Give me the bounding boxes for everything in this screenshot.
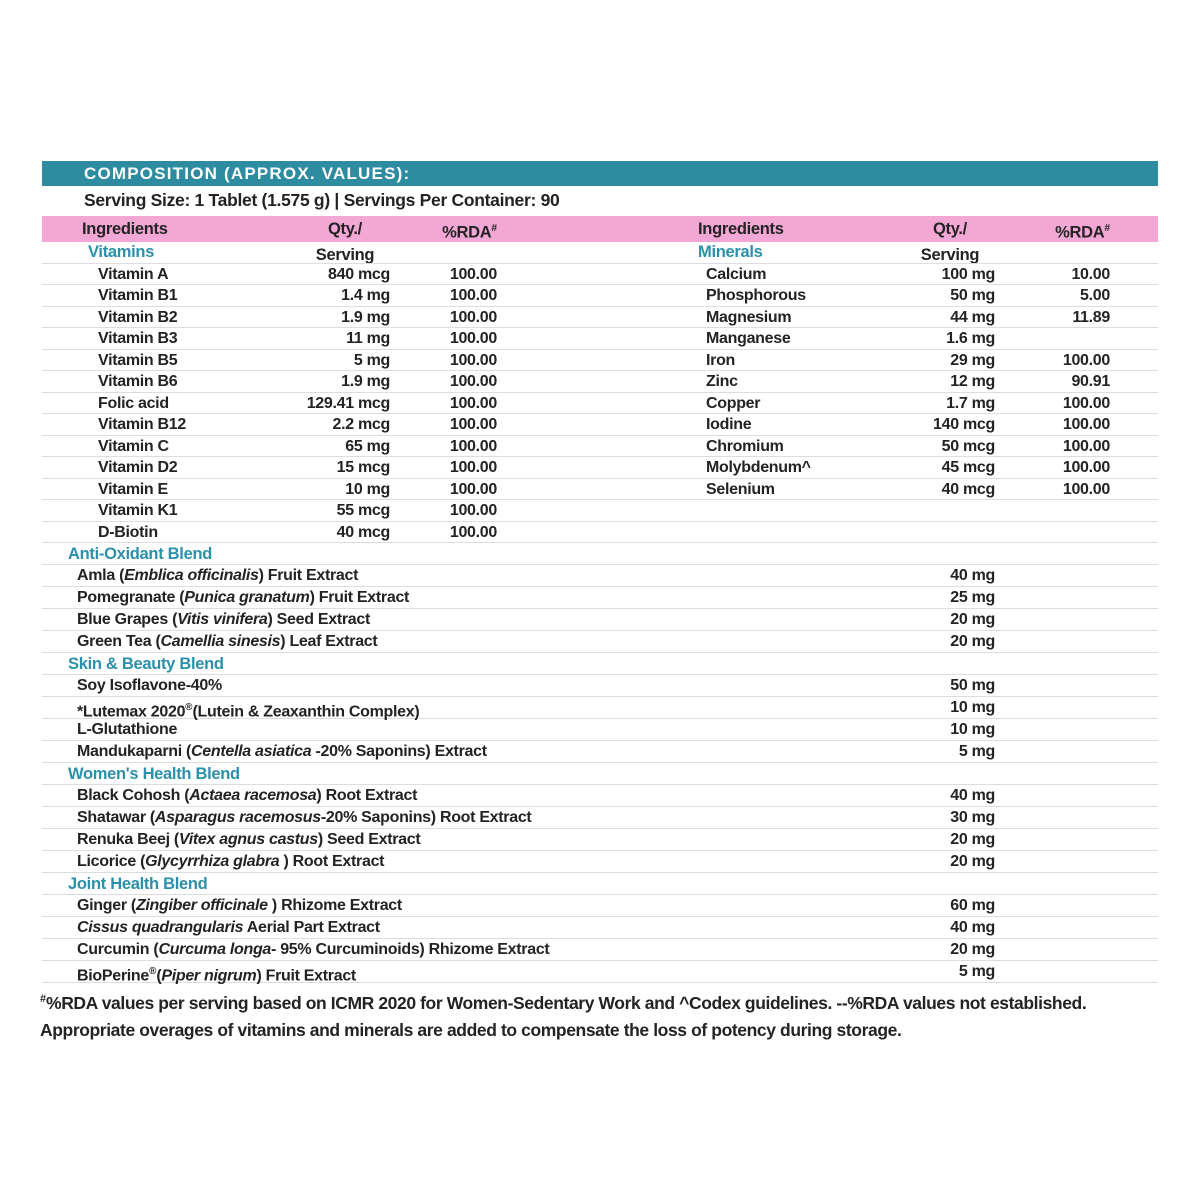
table-row: [42, 285, 1158, 307]
ingredient-qty: 140 mcg: [933, 416, 995, 433]
ingredient-qty: 40 mg: [950, 567, 995, 584]
footnotes: [40, 986, 1170, 1044]
ingredient-name: Phosphorous: [706, 287, 806, 304]
ingredient-rda: 100.00: [449, 308, 497, 326]
ingredient-qty: 40 mg: [950, 787, 995, 804]
ingredient-qty: 5 mg: [353, 351, 390, 369]
col-header-qty-left: Qty./ Serving: [315, 220, 375, 264]
composition-table-body: [42, 242, 1158, 983]
ingredient-name: L-Glutathione: [77, 721, 178, 738]
blend-heading: Anti-Oxidant Blend: [68, 545, 213, 563]
table-row: [42, 785, 1158, 807]
ingredient-qty: 11 mg: [346, 330, 390, 347]
table-row: [42, 675, 1158, 697]
ingredient-rda: 100.00: [449, 437, 497, 455]
ingredient-name: BioPerine®(Piper nigrum) Fruit Extract: [77, 966, 356, 985]
ingredient-rda: 5.00: [1080, 287, 1110, 304]
footnote-hash-marker: #: [40, 993, 47, 1005]
ingredient-rda: [995, 785, 1110, 807]
table-row: [42, 307, 1158, 329]
col-header-rda-right: %RDA#: [1055, 223, 1110, 242]
ingredient-qty: 45 mcg: [941, 459, 995, 476]
ingredient-qty: [905, 522, 995, 544]
ingredient-rda: [995, 522, 1110, 544]
ingredient-qty: 50 mcg: [941, 437, 995, 455]
ingredient-name: Vitamin D2: [98, 459, 178, 476]
table-row: [42, 371, 1158, 393]
ingredient-rda: [995, 961, 1110, 987]
ingredient-name: Iodine: [706, 416, 752, 433]
ingredient-rda: 100.00: [449, 287, 497, 304]
table-row: [42, 264, 1158, 286]
blend-heading: Joint Health Blend: [68, 875, 208, 893]
table-row: [42, 522, 1158, 544]
table-row: [42, 873, 1158, 895]
ingredient-qty: 50 mg: [950, 287, 995, 304]
ingredient-qty: 12 mg: [950, 373, 995, 390]
ingredient-name: Folic acid: [98, 394, 169, 412]
ingredient-qty: 5 mg: [958, 743, 995, 760]
col-header-ingredients-left: Ingredients: [82, 220, 168, 238]
spacer: [497, 371, 660, 393]
ingredient-qty: 1.7 mg: [946, 394, 995, 412]
ingredient-name: Vitamin B1: [98, 287, 178, 304]
ingredient-qty: 10 mg: [345, 480, 390, 498]
footnote-line-2: Appropriate overages of vitamins and minerals are added to compensate the loss of potency during storage.: [40, 1019, 902, 1040]
ingredient-qty: 44 mg: [950, 308, 995, 326]
ingredient-name: Iron: [706, 351, 736, 369]
ingredient-qty: 29 mg: [950, 351, 995, 369]
ingredient-qty: 5 mg: [958, 963, 995, 980]
ingredient-rda: [995, 741, 1110, 763]
ingredient-qty: 15 mcg: [336, 459, 390, 476]
ingredient-name: Copper: [706, 394, 761, 412]
ingredient-rda: 100.00: [449, 480, 497, 498]
ingredient-qty: 10 mg: [950, 721, 995, 738]
ingredient-rda: 100.00: [449, 523, 497, 541]
serving-size-line: Serving Size: 1 Tablet (1.575 g) | Servings Per Container: 90: [84, 190, 560, 210]
table-row: [42, 939, 1158, 961]
ingredient-rda: 100.00: [449, 459, 497, 476]
ingredient-name: Pomegranate (Punica granatum) Fruit Extract: [77, 589, 410, 606]
ingredient-rda: 11.89: [1072, 308, 1110, 326]
table-row: [42, 393, 1158, 415]
ingredient-rda: [995, 807, 1110, 829]
ingredient-name: Molybdenum^: [706, 459, 811, 476]
ingredient-qty: [905, 500, 995, 522]
ingredient-name: Amla (Emblica officinalis) Fruit Extract: [77, 567, 359, 584]
ingredient-rda: 100.00: [449, 502, 497, 519]
vitamins-heading: Vitamins: [88, 243, 155, 261]
ingredient-qty: 840 mcg: [328, 265, 390, 283]
composition-title: COMPOSITION (APPROX. VALUES):: [84, 164, 411, 183]
ingredient-name: Shatawar (Asparagus racemosus-20% Saponins) Root Extract: [77, 809, 532, 826]
ingredient-qty: 1.4 mg: [341, 287, 390, 304]
ingredient-name: Calcium: [706, 265, 767, 283]
spacer: [497, 328, 660, 350]
ingredient-rda: [995, 587, 1110, 609]
ingredient-rda: 100.00: [449, 416, 497, 433]
ingredient-rda: [995, 675, 1110, 697]
ingredient-rda: 100.00: [1062, 351, 1110, 369]
ingredient-qty: 1.9 mg: [341, 308, 390, 326]
ingredient-qty: 20 mg: [950, 611, 995, 628]
ingredient-rda: 100.00: [1062, 437, 1110, 455]
composition-title-bar: [42, 161, 1158, 186]
table-row: [42, 741, 1158, 763]
ingredient-name: Vitamin B12: [98, 416, 186, 433]
spacer: [497, 436, 660, 458]
ingredient-name: Chromium: [706, 437, 784, 455]
spacer: [497, 479, 660, 501]
table-row: [42, 961, 1158, 983]
ingredient-name: Vitamin B6: [98, 373, 178, 390]
ingredient-name: Vitamin B2: [98, 308, 178, 326]
ingredient-qty: 30 mg: [950, 809, 995, 826]
spacer: [497, 414, 660, 436]
table-row: [42, 436, 1158, 458]
table-row: [42, 565, 1158, 587]
table-row: [42, 242, 1158, 264]
ingredient-name: Vitamin A: [98, 265, 169, 283]
footnote-line-1: #%RDA values per serving based on ICMR 2020 for Women-Sedentary Work and ^Codex guidelines. --%RDA values not established.: [40, 992, 1087, 1013]
ingredient-name: Green Tea (Camellia sinesis) Leaf Extract: [77, 633, 378, 650]
ingredient-qty: 55 mcg: [336, 502, 390, 519]
minerals-heading: Minerals: [698, 243, 763, 261]
ingredient-qty: 20 mg: [950, 831, 995, 848]
table-row: [42, 917, 1158, 939]
ingredient-name: Renuka Beej (Vitex agnus castus) Seed Extract: [77, 831, 421, 848]
ingredient-qty: 20 mg: [950, 941, 995, 958]
spacer: [497, 522, 660, 544]
ingredient-rda: 100.00: [449, 330, 497, 347]
spacer: [497, 500, 660, 522]
ingredient-rda: [995, 565, 1110, 587]
col-header-rda-left: %RDA#: [442, 223, 497, 242]
col-header-ingredients-right: Ingredients: [698, 220, 784, 238]
table-row: [42, 807, 1158, 829]
ingredient-rda: [995, 631, 1110, 653]
ingredient-rda: [995, 500, 1110, 522]
ingredient-rda: [995, 939, 1110, 961]
table-row: [42, 631, 1158, 653]
ingredient-rda: 90.91: [1071, 373, 1110, 390]
table-row: [42, 719, 1158, 741]
ingredient-rda: [995, 895, 1110, 917]
spacer: [497, 307, 660, 329]
ingredient-name: Licorice (Glycyrrhiza glabra ) Root Extract: [77, 853, 385, 870]
ingredient-name: Magnesium: [706, 308, 792, 326]
ingredient-qty: 40 mcg: [941, 480, 995, 498]
ingredient-rda: [995, 719, 1110, 741]
ingredient-name: Selenium: [706, 480, 775, 498]
ingredient-name: Vitamin C: [98, 437, 169, 455]
ingredient-rda: [995, 328, 1110, 350]
spacer: [497, 393, 660, 415]
blend-heading: Skin & Beauty Blend: [68, 655, 224, 673]
col-header-qty-right: Qty./ Serving: [920, 220, 980, 264]
table-row: [42, 829, 1158, 851]
ingredient-rda: 100.00: [1062, 480, 1110, 498]
ingredient-name: Vitamin E: [98, 480, 168, 498]
ingredient-name: D-Biotin: [98, 523, 158, 541]
ingredient-rda: 100.00: [449, 394, 497, 412]
ingredient-qty: 20 mg: [950, 853, 995, 870]
table-row: [42, 350, 1158, 372]
table-row: [42, 457, 1158, 479]
ingredient-rda: 100.00: [449, 351, 497, 369]
ingredient-rda: 100.00: [449, 373, 497, 390]
ingredient-name: Black Cohosh (Actaea racemosa) Root Extract: [77, 787, 418, 804]
ingredient-name: Mandukaparni (Centella asiatica -20% Saponins) Extract: [77, 743, 487, 760]
spacer: [497, 264, 660, 286]
ingredient-qty: 129.41 mcg: [306, 394, 390, 412]
ingredient-name: Cissus quadrangularis Aerial Part Extract: [77, 919, 380, 936]
spacer: [497, 457, 660, 479]
ingredient-name: Soy Isoflavone-40%: [77, 677, 222, 694]
ingredient-name: Manganese: [706, 330, 791, 347]
spacer: [497, 285, 660, 307]
ingredient-qty: 65 mg: [345, 437, 390, 455]
ingredient-name: Vitamin B5: [98, 351, 178, 369]
ingredient-rda: 100.00: [1062, 459, 1110, 476]
ingredient-name: *Lutemax 2020®(Lutein & Zeaxanthin Complex): [77, 702, 420, 721]
ingredient-rda: 100.00: [1062, 394, 1110, 412]
ingredient-rda: [995, 609, 1110, 631]
table-row: [42, 609, 1158, 631]
ingredient-name: Curcumin (Curcuma longa- 95% Curcuminoids) Rhizome Extract: [77, 941, 550, 958]
ingredient-qty: 20 mg: [950, 633, 995, 650]
blend-heading: Women's Health Blend: [68, 765, 240, 783]
ingredient-qty: 50 mg: [950, 677, 995, 694]
ingredient-qty: 60 mg: [950, 897, 995, 914]
ingredient-name: Zinc: [706, 373, 738, 390]
ingredient-qty: 40 mg: [950, 919, 995, 936]
ingredient-qty: 2.2 mcg: [332, 416, 390, 433]
table-row: [42, 414, 1158, 436]
ingredient-qty: 10 mg: [950, 699, 995, 716]
ingredient-qty: 1.9 mg: [341, 373, 390, 390]
spacer: [497, 350, 660, 372]
ingredient-rda: [995, 829, 1110, 851]
ingredient-qty: 40 mcg: [336, 523, 390, 541]
ingredient-name: [660, 522, 905, 544]
table-row: [42, 479, 1158, 501]
ingredient-name: [660, 500, 905, 522]
ingredient-name: Ginger (Zingiber officinale ) Rhizome Extract: [77, 897, 402, 914]
ingredient-qty: 100 mg: [941, 265, 995, 283]
ingredient-rda: 100.00: [449, 265, 497, 283]
ingredient-name: Blue Grapes (Vitis vinifera) Seed Extract: [77, 611, 371, 628]
table-row: [42, 851, 1158, 873]
table-row: [42, 587, 1158, 609]
ingredient-name: Vitamin B3: [98, 330, 178, 347]
ingredient-rda: [995, 851, 1110, 873]
ingredient-rda: 10.00: [1071, 265, 1110, 283]
table-row: [42, 763, 1158, 785]
ingredient-name: Vitamin K1: [98, 502, 178, 519]
table-row: [42, 543, 1158, 565]
ingredient-qty: 1.6 mg: [946, 330, 995, 347]
ingredient-qty: 25 mg: [950, 589, 995, 606]
table-row: [42, 653, 1158, 675]
table-row: [42, 697, 1158, 719]
table-row: [42, 895, 1158, 917]
ingredient-rda: 100.00: [1062, 416, 1110, 433]
table-row: [42, 328, 1158, 350]
table-row: [42, 500, 1158, 522]
ingredient-rda: [995, 917, 1110, 939]
